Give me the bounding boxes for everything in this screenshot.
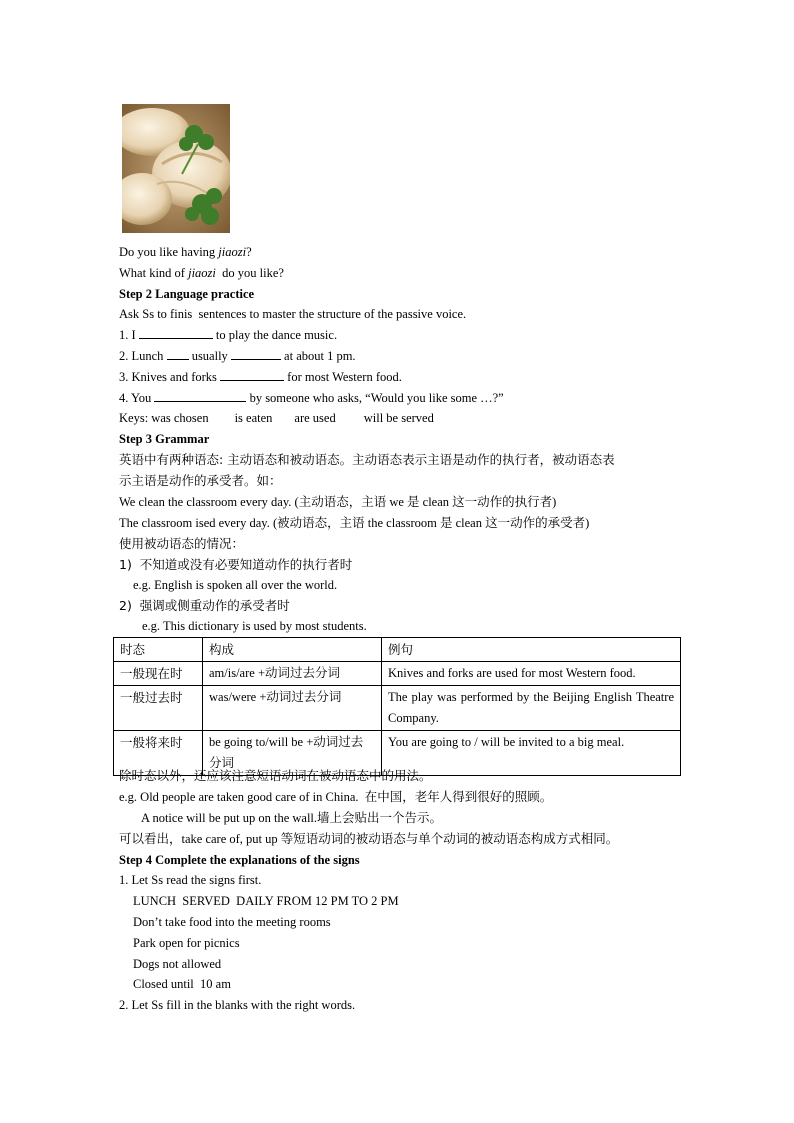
exercise-item-1: 1. I to play the dance music. [119, 328, 338, 342]
table-cell: be going to/will be +动词过去分词 [203, 731, 382, 776]
table-cell: 一般将来时 [114, 731, 203, 776]
jiaozi-photo [122, 104, 230, 233]
grammar-paragraph: 英语中有两种语态: 主动语态和被动语态。主动语态表示主语是动作的执行者，被动语态表 [119, 452, 615, 467]
answer-blank[interactable] [167, 348, 189, 360]
sign-text: Closed until 10 am [133, 977, 231, 991]
grammar-paragraph-cont: 示主语是动作的承受者。如： [119, 473, 282, 488]
intro-question-1: Do you like having jiaozi? [119, 245, 252, 259]
table-row [114, 686, 681, 731]
answer-blank[interactable] [139, 327, 213, 339]
table-cell: was/were +动词过去分词 [203, 686, 382, 731]
exercise-item-2: 2. Lunch usually at about 1 pm. [119, 349, 356, 363]
step2-heading: Step 2 Language practice [119, 287, 255, 301]
exercise-item-4: 4. You by someone who asks, “Would you like some …?” [119, 391, 504, 405]
phrasal-verb-conclusion: 可以看出，take care of, put up 等短语动词的被动语态与单个动词的被动语态构成方式相同。 [119, 832, 619, 846]
phrasal-verb-example-2: A notice will be put up on the wall.墙上会贴出一个告示。 [141, 811, 443, 825]
passive-voice-example: The classroom ised every day. (被动语态，主语 the classroom 是 clean 这一动作的承受者) [119, 516, 590, 530]
usage-case-1-example: e.g. English is spoken all over the world. [133, 578, 338, 592]
table-cell: The play was performed by the Beijing English Theatre Company. [382, 686, 681, 731]
table-cell: Knives and forks are used for most Western food. [382, 662, 681, 686]
exercise-item-3: 3. Knives and forks for most Western food. [119, 370, 402, 384]
tense-table [113, 637, 681, 776]
step4-heading: Step 4 Complete the explanations of the signs [119, 853, 360, 867]
table-cell: am/is/are +动词过去分词 [203, 662, 382, 686]
sign-text: Dogs not allowed [133, 957, 222, 971]
phrasal-verb-example-1: e.g. Old people are taken good care of in China. 在中国，老年人得到很好的照顾。 [119, 790, 553, 804]
step4-item-1: 1. Let Ss read the signs first. [119, 873, 262, 887]
table-header-row [114, 638, 681, 662]
usage-case-2-example: e.g. This dictionary is used by most students. [142, 619, 367, 633]
answer-blank[interactable] [154, 390, 246, 402]
active-voice-example: We clean the classroom every day. (主动语态，主语 we 是 clean 这一动作的执行者) [119, 495, 557, 509]
table-row [114, 662, 681, 686]
step3-heading: Step 3 Grammar [119, 432, 210, 446]
answer-blank[interactable] [220, 369, 284, 381]
table-cell: You are going to / will be invited to a big meal. [382, 731, 681, 776]
table-header: 时态 [114, 638, 203, 662]
answer-blank[interactable] [231, 348, 281, 360]
step4-item-2: 2. Let Ss fill in the blanks with the right words. [119, 998, 356, 1012]
table-header: 例句 [382, 638, 681, 662]
table-header: 构成 [203, 638, 382, 662]
step2-instruction: Ask Ss to finis sentences to master the structure of the passive voice. [119, 307, 467, 321]
usage-case-1: 1) 不知道或没有必要知道动作的执行者时 [119, 557, 353, 572]
table-cell: 一般过去时 [114, 686, 203, 731]
sign-text: Park open for picnics [133, 936, 240, 950]
intro-question-2: What kind of jiaozi do you like? [119, 266, 284, 280]
table-cell: 一般现在时 [114, 662, 203, 686]
usage-case-2: 2) 强调或侧重动作的承受者时 [119, 598, 290, 613]
sign-text: LUNCH SERVED DAILY FROM 12 PM TO 2 PM [133, 894, 399, 908]
sign-text: Don’t take food into the meeting rooms [133, 915, 331, 929]
usage-title: 使用被动语态的情况： [119, 536, 245, 551]
phrasal-verb-note: 除时态以外，还应该注意短语动词在被动语态中的用法。 [119, 768, 432, 783]
answer-keys: Keys: was chosen is eaten are used will be served [119, 411, 434, 425]
